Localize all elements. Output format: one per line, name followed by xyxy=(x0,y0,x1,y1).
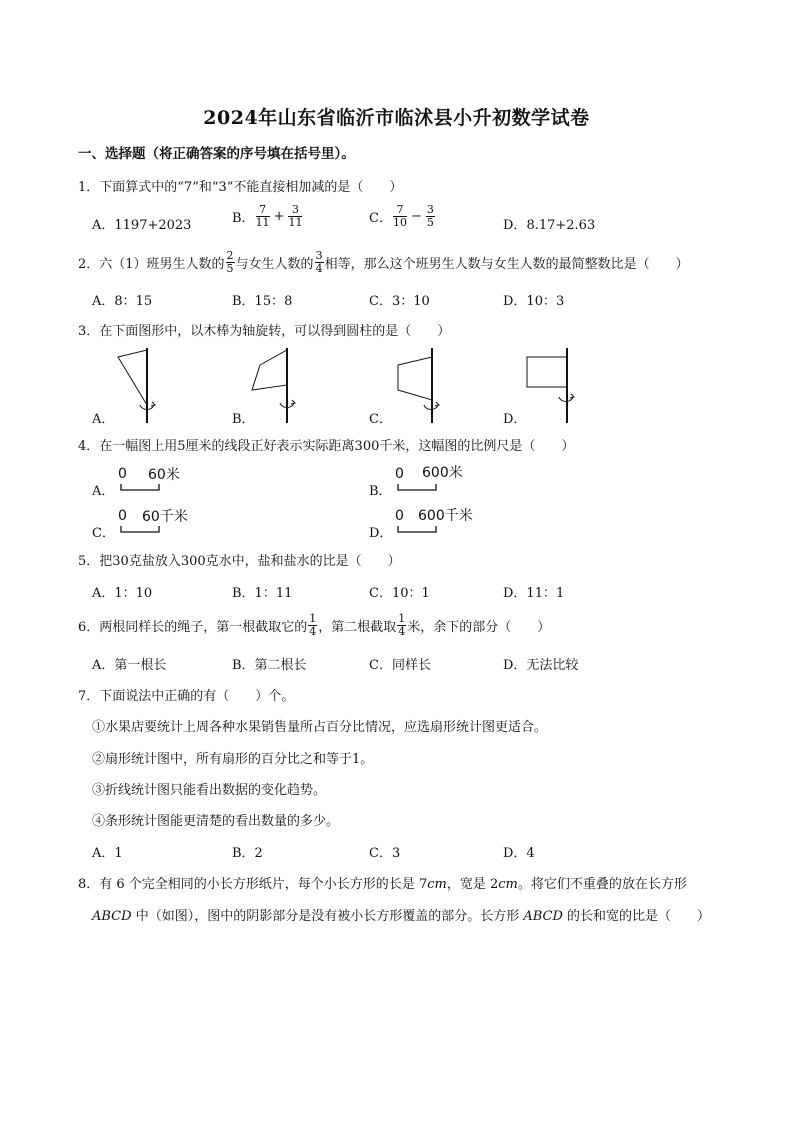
q7-statement-2: ②扇形统计图中，所有扇形的百分比之和等于1。 xyxy=(92,752,374,767)
question-8-stem-line-1: 8．有 6 个完全相同的小长方形纸片，每个小长方形的长是 7cm，宽是 2cm。将它们不重叠的放在长方形 xyxy=(78,877,687,892)
q4-a-zero: 0 xyxy=(118,466,127,482)
q1-option-d[interactable] xyxy=(503,214,595,233)
q7-statement-4: ④条形统计图能更清楚的看出数量的多少。 xyxy=(92,814,340,829)
question-6-stem: 6．两根同样长的绳子，第一根截取它的 $\frac{1}{4}$ ，第二根截取 $\frac{1}{4}$ 米，余下的部分（ ） xyxy=(78,612,551,639)
q2-option-c[interactable]: C．3：10 xyxy=(369,294,430,309)
q3-option-d[interactable]: D． xyxy=(503,412,527,427)
fraction: $\frac{7}{10}$ xyxy=(392,203,407,230)
q1-option-a[interactable] xyxy=(92,214,191,233)
operator: + xyxy=(273,209,285,225)
q3-option-b[interactable]: B． xyxy=(232,412,255,427)
q4-option-c-label[interactable]: C． xyxy=(92,526,115,541)
q4-option-b-label[interactable]: B． xyxy=(369,484,392,499)
option-label: D． xyxy=(503,218,527,233)
q4-b-scale-bar xyxy=(397,484,437,492)
q4-b-zero: 0 xyxy=(395,466,404,482)
fraction: $\frac{7}{11}$ xyxy=(255,203,270,230)
q4-c-zero: 0 xyxy=(118,508,127,524)
question-2-stem: 2．六（1）班男生人数的 $\frac{2}{5}$ 与女生人数的 $\frac{3}{4}$ 相等，那么这个班男生人数与女生人数的最简整数比是（ ） xyxy=(78,249,689,276)
fraction: $\frac{2}{5}$ xyxy=(226,249,234,276)
q4-option-d-label[interactable]: D． xyxy=(369,526,393,541)
option-label: A． xyxy=(92,218,115,233)
section-heading-choice: 一、选择题（将正确答案的序号填在括号里）。 xyxy=(78,146,355,162)
option-text: 8.17+2.63 xyxy=(526,218,596,233)
q3-figure-c xyxy=(390,345,450,425)
fraction: $\frac{1}{4}$ xyxy=(398,612,406,639)
q3-option-a[interactable]: A． xyxy=(92,412,115,427)
question-5-stem: 5．把30克盐放入300克水中，盐和盐水的比是（ ） xyxy=(78,554,401,569)
q5-option-a[interactable]: A．1：10 xyxy=(92,586,153,601)
q5-option-d[interactable]: D．11：1 xyxy=(503,586,565,601)
q1-option-c[interactable] xyxy=(369,204,436,229)
q4-option-a-label[interactable]: A． xyxy=(92,484,115,499)
q4-b-value: 600米 xyxy=(422,465,463,481)
q6-option-d[interactable]: D．无法比较 xyxy=(503,658,579,673)
q5-option-c[interactable]: C．10：1 xyxy=(369,586,430,601)
question-1-stem: 1．下面算式中的“7”和“3”不能直接相加减的是（ ） xyxy=(78,180,403,195)
fraction: $\frac{3}{4}$ xyxy=(315,249,323,276)
question-4-stem: 4．在一幅图上用5厘米的线段正好表示实际距离300千米，这幅图的比例尺是（ ） xyxy=(78,439,575,454)
q6-option-b[interactable]: B．第二根长 xyxy=(232,658,307,673)
question-7-stem: 7．下面说法中正确的有（ ）个。 xyxy=(78,689,295,704)
question-3-stem: 3．在下面图形中，以木棒为轴旋转，可以得到圆柱的是（ ） xyxy=(78,324,451,339)
option-text: 1197+2023 xyxy=(114,218,192,233)
q7-option-b[interactable]: B．2 xyxy=(232,846,263,861)
q4-d-value: 600千米 xyxy=(418,508,473,524)
q6-option-c[interactable]: C．同样长 xyxy=(369,658,431,673)
q7-option-d[interactable]: D．4 xyxy=(503,846,535,861)
q4-c-scale-bar xyxy=(120,526,160,534)
fraction: $\frac{3}{11}$ xyxy=(288,203,303,230)
option-label: C． xyxy=(369,211,392,227)
q6-option-a[interactable]: A．第一根长 xyxy=(92,658,167,673)
q5-option-b[interactable]: B．1：11 xyxy=(232,586,293,601)
q4-c-value: 60千米 xyxy=(142,509,188,525)
option-label: B． xyxy=(232,211,255,227)
q2-option-d[interactable]: D．10：3 xyxy=(503,294,565,309)
q2-option-a[interactable]: A．8：15 xyxy=(92,294,153,309)
operator: − xyxy=(410,209,422,225)
fraction: $\frac{3}{5}$ xyxy=(426,203,434,230)
q3-figure-b xyxy=(250,345,310,425)
q7-statement-3: ③折线统计图只能看出数据的变化趋势。 xyxy=(92,783,327,798)
q7-statement-1: ①水果店要统计上周各种水果销售量所占百分比情况，应选扇形统计图更适合。 xyxy=(92,720,548,735)
q7-option-a[interactable]: A．1 xyxy=(92,846,123,861)
q4-d-zero: 0 xyxy=(395,508,404,524)
q3-figure-d xyxy=(525,345,585,425)
q7-option-c[interactable]: C．3 xyxy=(369,846,401,861)
q4-a-value: 60米 xyxy=(148,467,180,483)
question-8-stem-line-2: ABCD 中（如图），图中的阴影部分是没有被小长方形覆盖的部分。长方形 ABCD 的长和宽的比是（ ） xyxy=(92,909,711,924)
q4-d-scale-bar xyxy=(397,526,437,534)
q3-option-c[interactable]: C． xyxy=(369,412,392,427)
fraction: $\frac{1}{4}$ xyxy=(309,612,317,639)
page-title: 2024年山东省临沂市临沭县小升初数学试卷 xyxy=(203,107,590,129)
q3-figure-a xyxy=(110,345,170,425)
q1-option-b[interactable] xyxy=(232,204,303,229)
q2-option-b[interactable]: B．15：8 xyxy=(232,294,293,309)
q4-a-scale-bar xyxy=(120,484,160,492)
